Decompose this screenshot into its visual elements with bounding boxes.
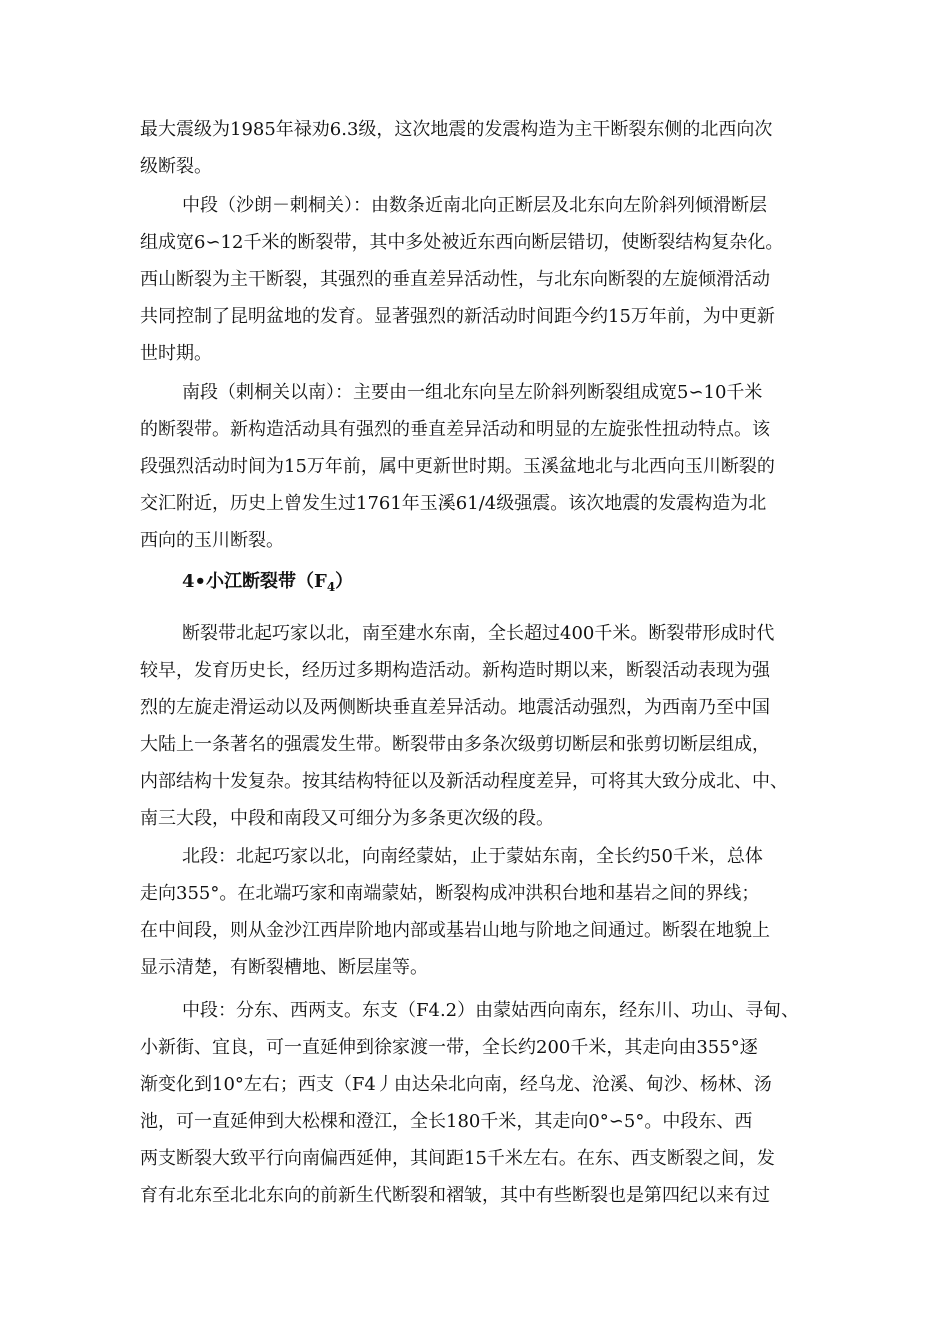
- text-line: 中段：分东、西两支。东支（F4.2）由蒙姑西向南东，经东川、功山、寻甸、: [182, 1000, 800, 1021]
- text-line: 在中间段，则从金沙江西岸阶地内部或基岩山地与阶地之间通过。断裂在地貌上: [140, 920, 770, 941]
- text-line: 世时期。: [140, 343, 212, 364]
- heading-suffix: ）: [335, 571, 354, 592]
- text-line: 最大震级为1985年禄劝6.3级，这次地震的发震构造为主干断裂东侧的北西向次: [140, 119, 773, 140]
- section-heading: [182, 563, 353, 606]
- text-line: 组成宽6∽12千米的断裂带，其中多处被近东西向断层错切，使断裂结构复杂化。: [140, 232, 784, 253]
- text-line: 小新街、宜良，可一直延伸到徐家渡一带，全长约200千米，其走向由355°逐: [140, 1037, 758, 1058]
- text-line: 育有北东至北北东向的前新生代断裂和褶皱，其中有些断裂也是第四纪以来有过: [140, 1185, 770, 1206]
- text-line: 南段（剌桐关以南）：主要由一组北东向呈左阶斜列断裂组成宽5∽10千米: [182, 382, 763, 403]
- text-line: 中段（沙朗－剌桐关）：由数条近南北向正断层及北东向左阶斜列倾滑断层: [182, 195, 767, 216]
- paragraph-1: [140, 111, 830, 185]
- paragraph-north-section: [140, 838, 830, 986]
- text-line: 断裂带北起巧家以北，南至建水东南，全长超过400千米。断裂带形成时代: [182, 623, 775, 644]
- text-line: 走向355°。在北端巧家和南端蒙姑，断裂构成冲洪积台地和基岩之间的界线；: [140, 883, 760, 904]
- text-line: 西向的玉川断裂。: [140, 530, 284, 551]
- text-line: 两支断裂大致平行向南偏西延伸，其间距15千米左右。在东、西支断裂之间，发: [140, 1148, 775, 1169]
- text-line: 内部结构十发复杂。按其结构特征以及新活动程度差异，可将其大致分成北、中、: [140, 771, 788, 792]
- heading-text: 4•小江断裂带（F: [182, 571, 327, 592]
- text-line: 段强烈活动时间为15万年前，属中更新世时期。玉溪盆地北与北西向玉川断裂的: [140, 456, 775, 477]
- text-line: 南三大段，中段和南段又可细分为多条更次级的段。: [140, 808, 554, 829]
- paragraph-middle-section: [140, 187, 830, 372]
- text-line: 较早，发育历史长，经历过多期构造活动。新构造时期以来，断裂活动表现为强: [140, 660, 770, 681]
- text-line: 大陆上一条著名的强震发生带。断裂带由多条次级剪切断层和张剪切断层组成，: [140, 734, 770, 755]
- text-line: 烈的左旋走滑运动以及两侧断块垂直差异活动。地震活动强烈，为西南乃至中国: [140, 697, 770, 718]
- text-line: 渐变化到10°左右；西支（F4丿由达朵北向南，经乌龙、沧溪、甸沙、杨林、汤: [140, 1074, 772, 1095]
- text-line: 交汇附近，历史上曾发生过1761年玉溪61/4级强震。该次地震的发震构造为北: [140, 493, 767, 514]
- text-line: 共同控制了昆明盆地的发育。显著强烈的新活动时间距今约15万年前，为中更新: [140, 306, 775, 327]
- text-line: 显示清楚，有断裂槽地、断层崖等。: [140, 957, 428, 978]
- paragraph-middle-branches: [140, 992, 830, 1214]
- text-line: 池，可一直延伸到大松棵和澄江，全长180千米，其走向0°∽5°。中段东、西: [140, 1111, 753, 1132]
- text-line: 级断裂。: [140, 156, 212, 177]
- text-line: 西山断裂为主干断裂，其强烈的垂直差异活动性，与北东向断裂的左旋倾滑活动: [140, 269, 770, 290]
- paragraph-south-section: [140, 374, 830, 559]
- paragraph-xiaojiang-intro: [140, 615, 830, 837]
- text-line: 北段：北起巧家以北，向南经蒙姑，止于蒙姑东南，全长约50千米，总体: [182, 846, 763, 867]
- text-line: 的断裂带。新构造活动具有强烈的垂直差异活动和明显的左旋张性扭动特点。该: [140, 419, 770, 440]
- heading-subscript: 4: [326, 580, 336, 594]
